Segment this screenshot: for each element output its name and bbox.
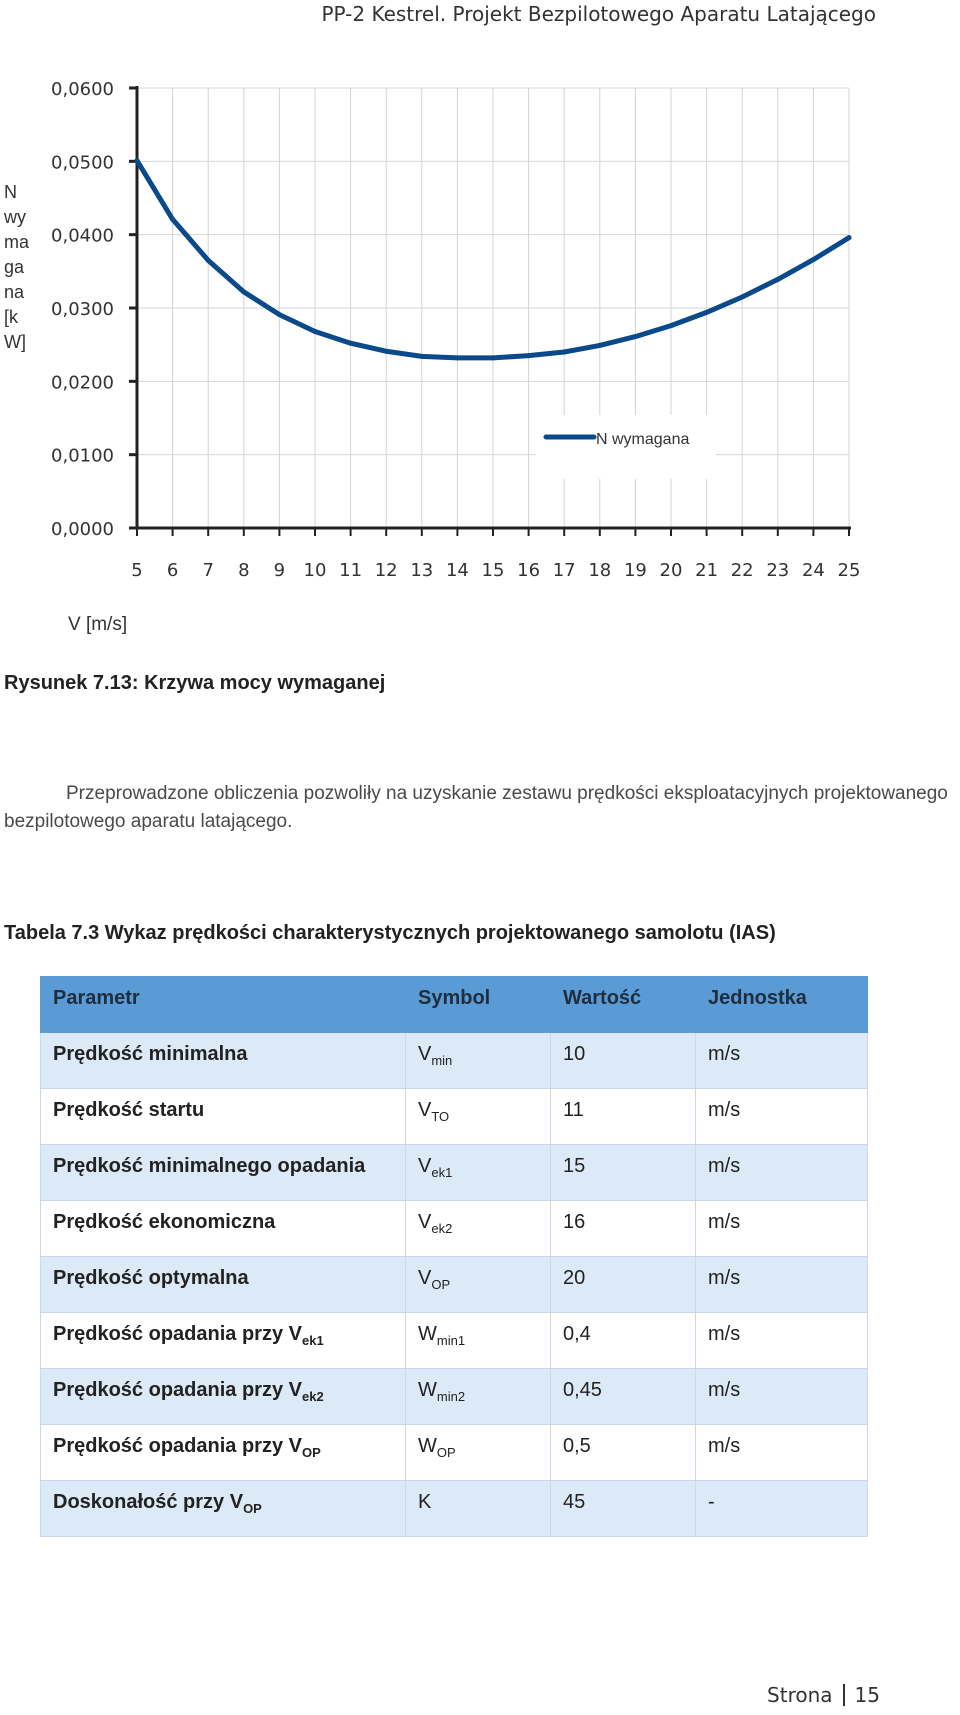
cell-unit: m/s: [696, 1033, 868, 1089]
data-point: [562, 350, 567, 355]
x-tick-label: 24: [801, 560, 825, 581]
x-tick-label: 14: [445, 560, 469, 581]
param-text: Prędkość ekonomiczna: [53, 1211, 276, 1233]
symbol-subscript: ek2: [431, 1221, 453, 1236]
table-row: [41, 1369, 868, 1425]
symbol-subscript: OP: [436, 1445, 456, 1460]
symbol-text: V: [418, 1211, 432, 1233]
table-header-row: [41, 977, 868, 1033]
y-tick-label: 0,0200: [51, 372, 114, 394]
cell-unit: m/s: [696, 1369, 868, 1425]
legend-label: N wymagana: [596, 431, 690, 448]
cell-value: 15: [551, 1145, 696, 1201]
cell-unit: m/s: [696, 1201, 868, 1257]
y-axis-label-line: wy: [4, 207, 26, 227]
symbol-subscript: OP: [431, 1277, 451, 1292]
cell-symbol: [406, 1369, 551, 1425]
y-axis-label-line: W]: [4, 332, 26, 352]
x-tick-label: 9: [273, 560, 286, 581]
symbol-text: W: [418, 1435, 437, 1457]
cell-unit: m/s: [696, 1425, 868, 1481]
cell-unit: m/s: [696, 1313, 868, 1369]
param-text: Prędkość optymalna: [53, 1267, 249, 1289]
cell-param: [41, 1425, 406, 1481]
x-tick-label: 12: [374, 560, 398, 581]
y-tick-label: 0,0500: [51, 152, 114, 174]
x-tick-label: 6: [166, 560, 179, 581]
data-point: [811, 257, 816, 262]
y-axis-label: [4, 180, 34, 355]
cell-symbol: [406, 1201, 551, 1257]
x-axis-label: V [m/s]: [68, 614, 128, 635]
symbol-subscript: min2: [436, 1389, 466, 1404]
footer-separator: [843, 1684, 845, 1706]
data-point: [491, 355, 496, 360]
y-axis-label-line: N: [4, 182, 17, 202]
y-axis-label-line: ma: [4, 232, 30, 252]
chart-svg: [0, 60, 960, 660]
table-row: [41, 1257, 868, 1313]
cell-unit: -: [696, 1481, 868, 1537]
symbol-subscript: min1: [436, 1333, 466, 1348]
cell-symbol: [406, 1089, 551, 1145]
cell-value: 11: [551, 1089, 696, 1145]
x-tick-label: 25: [837, 560, 861, 581]
y-tick-label: 0,0300: [51, 299, 114, 320]
param-text: Prędkość opadania przy V: [53, 1323, 302, 1345]
data-point: [704, 310, 709, 315]
data-point: [135, 158, 140, 163]
cell-param: [41, 1313, 406, 1369]
data-point: [241, 289, 246, 294]
x-tick-label: 5: [131, 560, 143, 581]
data-point: [526, 353, 531, 358]
param-subscript: OP: [301, 1445, 321, 1460]
figure-caption: Rysunek 7.13: Krzywa mocy wymaganej: [4, 672, 386, 694]
cell-symbol: [406, 1425, 551, 1481]
cell-unit: m/s: [696, 1145, 868, 1201]
data-point: [277, 312, 282, 317]
cell-symbol: [406, 1145, 551, 1201]
param-subscript: ek2: [301, 1389, 324, 1404]
y-tick-label: 0,0100: [51, 445, 114, 467]
y-axis-label-line: na: [4, 282, 25, 302]
y-axis-label-line: [k: [4, 307, 19, 327]
symbol-text: V: [418, 1099, 432, 1121]
data-point: [170, 217, 175, 222]
header-wartosc: Wartość: [551, 977, 696, 1033]
header-symbol: Symbol: [406, 977, 551, 1033]
x-tick-label: 21: [695, 560, 719, 581]
footer-label: Strona: [767, 1683, 833, 1707]
x-tick-label: 13: [410, 560, 434, 581]
x-tick-label: 16: [517, 560, 541, 581]
x-tick-label: 23: [766, 560, 790, 581]
param-text: Prędkość opadania przy V: [53, 1379, 302, 1401]
cell-value: 0,4: [551, 1313, 696, 1369]
x-tick-label: 7: [202, 560, 214, 581]
param-text: Doskonałość przy V: [53, 1491, 244, 1513]
symbol-text: V: [418, 1155, 432, 1177]
symbol-text: W: [418, 1323, 437, 1345]
header-jednostka: Jednostka: [696, 977, 868, 1033]
param-text: Prędkość startu: [53, 1099, 205, 1121]
table-row: [41, 1089, 868, 1145]
x-tick-label: 17: [552, 560, 576, 581]
cell-symbol: [406, 1313, 551, 1369]
param-text: Prędkość minimalna: [53, 1043, 248, 1065]
symbol-text: V: [418, 1043, 432, 1065]
symbol-text: K: [418, 1491, 432, 1513]
cell-value: 0,45: [551, 1369, 696, 1425]
symbol-text: W: [418, 1379, 437, 1401]
header-parametr: Parametr: [41, 977, 406, 1033]
param-subscript: ek1: [301, 1333, 324, 1348]
cell-param: [41, 1145, 406, 1201]
symbol-subscript: ek1: [431, 1165, 453, 1180]
cell-param: [41, 1369, 406, 1425]
symbol-text: V: [418, 1267, 432, 1289]
x-tick-label: 22: [730, 560, 754, 581]
table-row: [41, 1481, 868, 1537]
cell-param: [41, 1257, 406, 1313]
cell-param: [41, 1201, 406, 1257]
cell-value: 20: [551, 1257, 696, 1313]
cell-symbol: [406, 1481, 551, 1537]
data-point: [633, 334, 638, 339]
symbol-subscript: TO: [431, 1109, 450, 1124]
x-tick-label: 19: [623, 560, 647, 581]
param-subscript: OP: [243, 1501, 262, 1516]
data-point: [669, 323, 674, 328]
x-tick-label: 10: [303, 560, 327, 581]
table-body: [41, 1033, 868, 1537]
table-row: [41, 1425, 868, 1481]
power-curve-chart: [0, 60, 960, 660]
param-text: Prędkość opadania przy V: [53, 1435, 302, 1457]
y-tick-label: 0,0400: [51, 225, 114, 247]
page-number: 15: [854, 1683, 880, 1707]
data-point: [348, 341, 353, 346]
param-text: Prędkość minimalnego opadania: [53, 1155, 366, 1177]
cell-symbol: [406, 1033, 551, 1089]
cell-value: 0,5: [551, 1425, 696, 1481]
x-tick-label: 18: [588, 560, 612, 581]
cell-unit: m/s: [696, 1257, 868, 1313]
x-tick-label: 15: [481, 560, 505, 581]
table-row: [41, 1313, 868, 1369]
y-tick-label: 0,0600: [51, 79, 114, 100]
table-row: [41, 1033, 868, 1089]
data-point: [775, 277, 780, 282]
running-header: PP-2 Kestrel. Projekt Bezpilotowego Aparatu Latającego: [321, 2, 876, 26]
speed-table: [40, 976, 868, 1537]
data-point: [206, 258, 211, 263]
x-tick-label: 11: [339, 560, 363, 581]
data-point: [740, 295, 745, 300]
data-point: [455, 355, 460, 360]
cell-value: 45: [551, 1481, 696, 1537]
cell-value: 10: [551, 1033, 696, 1089]
table-caption: Tabela 7.3 Wykaz prędkości charakterystycznych projektowanego samolotu (IAS): [4, 922, 776, 944]
cell-param: [41, 1481, 406, 1537]
cell-unit: m/s: [696, 1089, 868, 1145]
x-tick-label: 8: [238, 560, 250, 581]
table-row: [41, 1145, 868, 1201]
cell-symbol: [406, 1257, 551, 1313]
page-footer: [767, 1683, 880, 1707]
table-row: [41, 1201, 868, 1257]
data-point: [419, 354, 424, 359]
paragraph-text: Przeprowadzone obliczenia pozwoliły na uzyskanie zestawu prędkości eksploatacyjnych projektowanego bezpilotowego aparatu latającego.: [4, 783, 948, 832]
data-point: [597, 343, 602, 348]
body-paragraph: [4, 780, 960, 836]
y-axis-label-line: ga: [4, 257, 25, 277]
cell-param: [41, 1089, 406, 1145]
data-point: [384, 349, 389, 354]
y-tick-label: 0,0000: [51, 519, 114, 540]
x-tick-label: 20: [659, 560, 683, 581]
cell-param: [41, 1033, 406, 1089]
data-point: [847, 235, 852, 240]
cell-value: 16: [551, 1201, 696, 1257]
symbol-subscript: min: [431, 1053, 453, 1068]
data-point: [313, 329, 318, 334]
